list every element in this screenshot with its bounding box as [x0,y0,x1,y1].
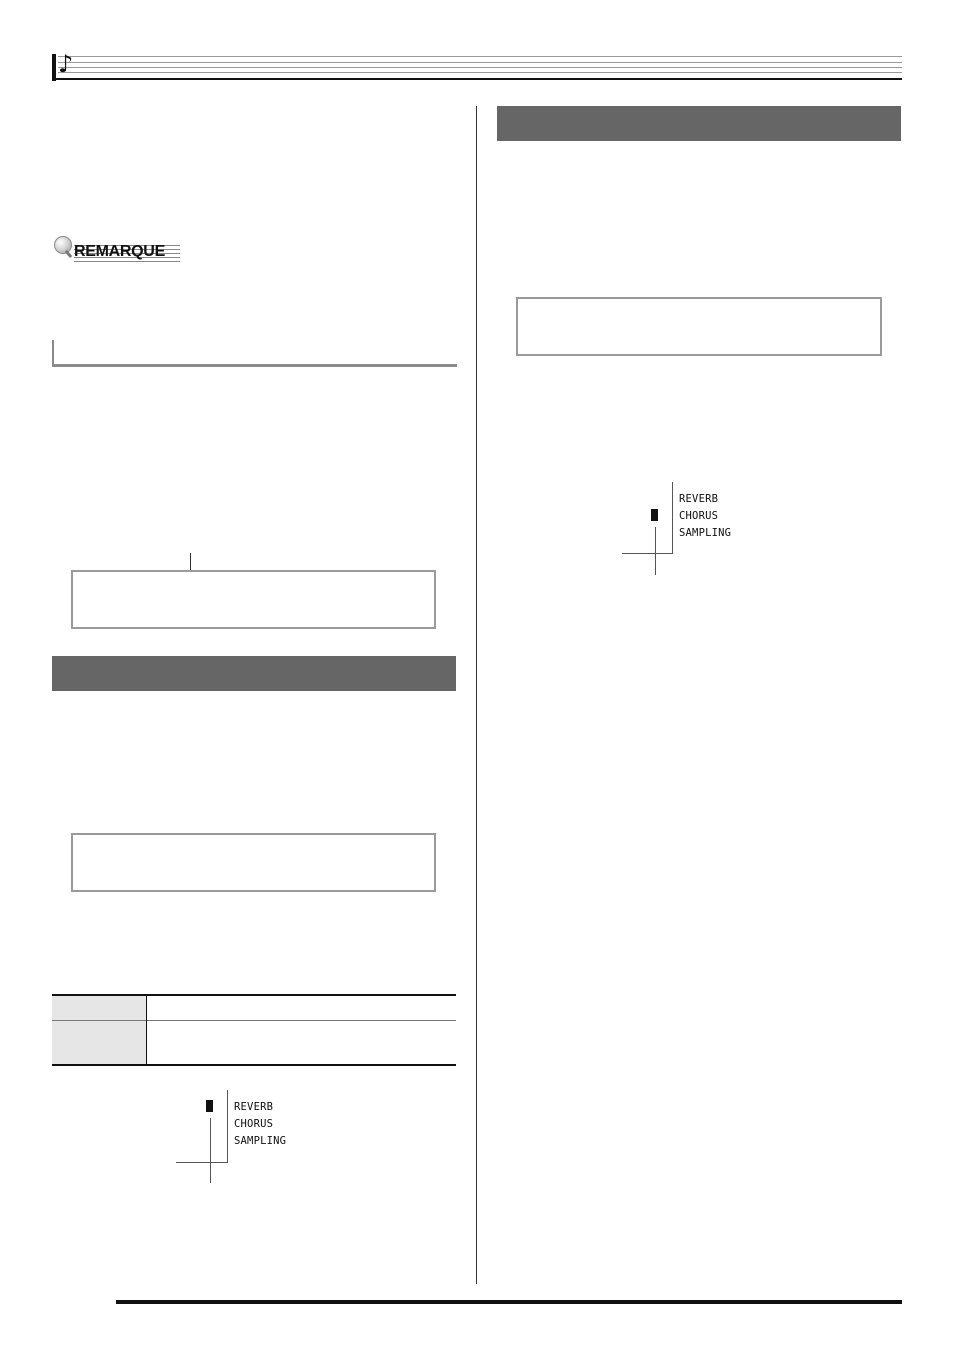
table-header-cell [52,996,146,1020]
indicator-label-chorus: CHORUS [234,1118,274,1130]
indicator-label-chorus: CHORUS [679,510,719,522]
lcd-display-box [71,833,436,892]
indicator-label-sampling: SAMPLING [679,527,732,539]
table-bottom-rule [52,1064,456,1066]
table-column-divider [146,996,147,1064]
staff-start-bar [52,54,56,81]
indicator-bracket-line [672,482,673,554]
staff-line [58,72,902,73]
indicator-mark [206,1100,213,1112]
indicator-pointer-line [655,527,656,575]
remarque-label: REMARQUE [74,243,165,260]
lcd-display-box [71,570,436,629]
staff-bottom-rule [52,78,902,80]
eighth-note-icon: ♪ [58,50,74,78]
remarque-badge [52,236,182,264]
indicator-mark [651,509,658,521]
staff-line [58,62,902,63]
staff-line [58,67,902,68]
table-header-cell [52,1021,146,1064]
magnifier-handle [65,250,72,258]
lcd-display-box [516,297,882,356]
indicator-bracket-line [227,1090,228,1162]
column-divider [476,106,477,1284]
section-heading-bar [52,656,456,691]
indicator-label-reverb: REVERB [234,1101,274,1113]
indicator-label-sampling: SAMPLING [234,1135,287,1147]
indicator-bracket-base [176,1162,228,1163]
remarque-rule [74,261,180,262]
magnifier-icon [54,236,72,254]
table-top-rule [52,994,456,996]
indicator-label-reverb: REVERB [679,493,719,505]
indicator-bracket-base [622,553,673,554]
section-heading-bar [497,106,901,141]
indicator-pointer-line [210,1118,211,1183]
footer-rule [116,1300,902,1304]
staff-line [58,56,902,57]
subsection-heading-marker [52,340,54,367]
table-row-divider [52,1020,456,1021]
subsection-heading-rule [52,364,457,367]
